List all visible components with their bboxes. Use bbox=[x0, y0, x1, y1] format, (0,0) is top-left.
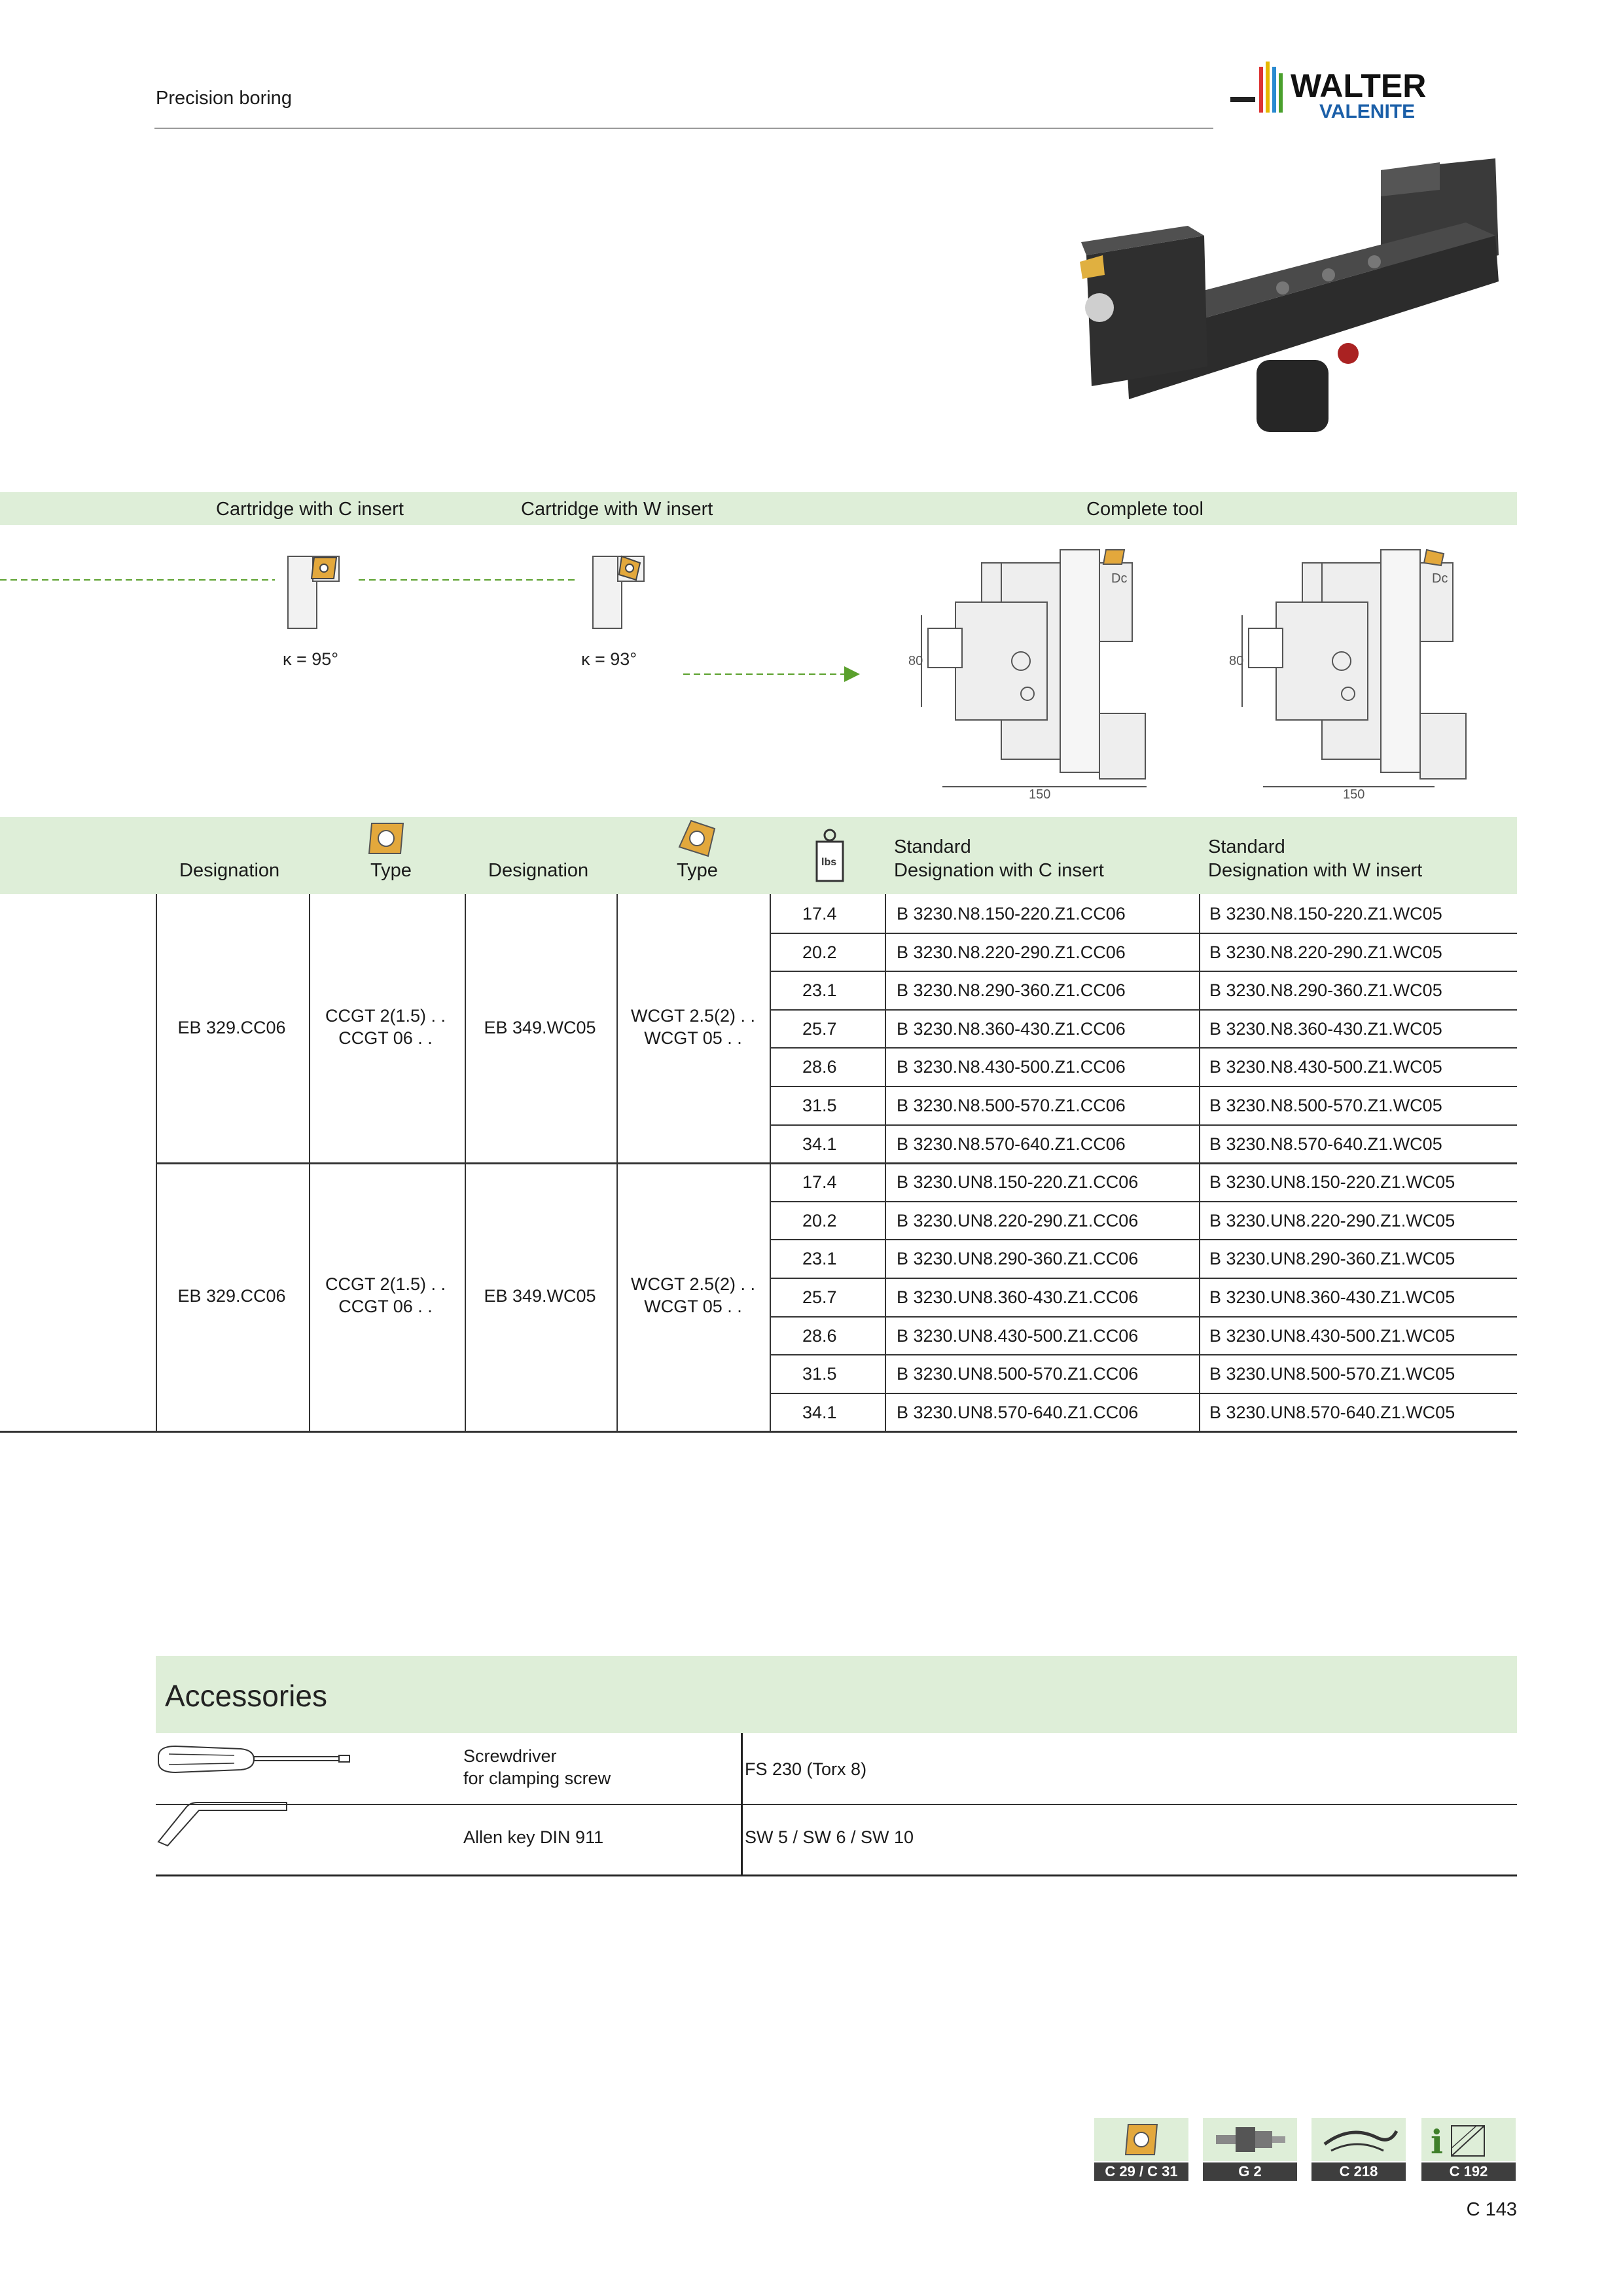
configuration-diagram bbox=[0, 537, 1517, 812]
nav-adapter-reference[interactable] bbox=[1203, 2118, 1297, 2179]
weight-value: 23.1 bbox=[802, 1249, 837, 1269]
designation-w-value: B 3230.UN8.360-430.Z1.WC05 bbox=[1209, 1287, 1455, 1307]
nav-technical-reference[interactable] bbox=[1311, 2118, 1406, 2179]
column-rule bbox=[770, 894, 771, 1431]
col-type-w: Type bbox=[677, 860, 718, 881]
accessory-1-value: FS 230 (Torx 8) bbox=[745, 1759, 867, 1779]
cartridge-w-designation: EB 349.WC05 bbox=[484, 1018, 596, 1038]
designation-c-value: B 3230.UN8.500-570.Z1.CC06 bbox=[897, 1364, 1139, 1384]
column-rule bbox=[616, 894, 618, 1431]
weight-unit-label: lbs bbox=[821, 857, 837, 868]
weight-value: 28.6 bbox=[802, 1325, 837, 1346]
designation-w-value: B 3230.N8.500-570.Z1.WC05 bbox=[1209, 1096, 1442, 1115]
weight-value: 31.5 bbox=[802, 1364, 837, 1384]
col-type-c: Type bbox=[370, 860, 412, 881]
tool-photo bbox=[1073, 151, 1518, 458]
designation-w-value: B 3230.N8.220-290.Z1.WC05 bbox=[1209, 942, 1442, 962]
row-rule bbox=[770, 1316, 1517, 1318]
row-rule bbox=[770, 1354, 1517, 1355]
col-std-c-line2: Designation with C insert bbox=[894, 860, 1104, 881]
weight-value: 25.7 bbox=[802, 1018, 837, 1039]
column-rule bbox=[885, 894, 886, 1431]
adapter-icon bbox=[1203, 2118, 1297, 2161]
designation-c-value: B 3230.N8.150-220.Z1.CC06 bbox=[897, 904, 1126, 924]
nav-label: C 218 bbox=[1311, 2162, 1406, 2181]
designation-c-value: B 3230.UN8.220-290.Z1.CC06 bbox=[897, 1210, 1139, 1230]
row-rule bbox=[770, 1124, 1517, 1126]
weight-value: 20.2 bbox=[802, 1210, 837, 1230]
nav-insert-reference[interactable] bbox=[1094, 2118, 1188, 2179]
col-designation-c: Designation bbox=[179, 860, 280, 881]
weight-value: 28.6 bbox=[802, 1057, 837, 1077]
weight-value: 31.5 bbox=[802, 1096, 837, 1115]
row-rule bbox=[770, 1009, 1517, 1011]
insert-w-icon bbox=[677, 819, 717, 859]
designation-c-value: B 3230.UN8.290-360.Z1.CC06 bbox=[897, 1249, 1139, 1269]
designation-c-value: B 3230.N8.430-500.Z1.CC06 bbox=[897, 1057, 1126, 1077]
designation-c-value: B 3230.N8.220-290.Z1.CC06 bbox=[897, 942, 1126, 962]
weight-icon bbox=[815, 827, 844, 882]
info-chart-icon bbox=[1421, 2118, 1516, 2161]
row-rule bbox=[770, 1086, 1517, 1087]
header-divider bbox=[154, 128, 1213, 129]
accessory-icons bbox=[156, 1737, 365, 1848]
weight-value: 23.1 bbox=[802, 980, 837, 1001]
designation-c-value: B 3230.N8.360-430.Z1.CC06 bbox=[897, 1018, 1126, 1039]
insert-c-type-line2: CCGT 06 . . bbox=[338, 1028, 433, 1049]
group-rule bbox=[156, 1162, 1517, 1164]
insert-w-type-line2: WCGT 05 . . bbox=[644, 1297, 742, 1317]
nav-info-reference[interactable] bbox=[1421, 2118, 1516, 2179]
row-rule bbox=[770, 1278, 1517, 1279]
cartridge-header-band bbox=[0, 492, 1517, 525]
insert-w-type-line1: WCGT 2.5(2) . . bbox=[630, 1006, 756, 1026]
weight-value: 17.4 bbox=[802, 1172, 837, 1193]
designation-c-value: B 3230.UN8.570-640.Z1.CC06 bbox=[897, 1402, 1139, 1422]
designation-c-value: B 3230.UN8.150-220.Z1.CC06 bbox=[897, 1172, 1139, 1193]
insert-c-icon bbox=[368, 821, 407, 857]
cartridge-w-heading: Cartridge with W insert bbox=[521, 499, 713, 520]
kappa-c-label: κ = 95° bbox=[283, 649, 339, 669]
designation-w-value: B 3230.N8.360-430.Z1.WC05 bbox=[1209, 1018, 1442, 1039]
section-title: Precision boring bbox=[156, 88, 292, 109]
accessory-1-name-line2: for clamping screw bbox=[463, 1768, 611, 1788]
insert-w-type-line2: WCGT 05 . . bbox=[644, 1028, 742, 1049]
accessory-2-value: SW 5 / SW 6 / SW 10 bbox=[745, 1827, 914, 1847]
accessory-bottom-rule bbox=[156, 1874, 1517, 1876]
accessory-col-divider bbox=[741, 1733, 743, 1876]
designation-w-value: B 3230.UN8.430-500.Z1.WC05 bbox=[1209, 1325, 1455, 1346]
designation-w-value: B 3230.N8.150-220.Z1.WC05 bbox=[1209, 904, 1442, 924]
designation-c-value: B 3230.N8.500-570.Z1.CC06 bbox=[897, 1096, 1126, 1115]
tool-c-dc-label: Dc bbox=[1111, 571, 1128, 586]
row-rule bbox=[770, 933, 1517, 934]
cartridge-w-drawing bbox=[593, 556, 644, 628]
weight-value: 34.1 bbox=[802, 1402, 837, 1422]
weight-value: 20.2 bbox=[802, 942, 837, 962]
column-rule bbox=[156, 894, 157, 1431]
designation-w-value: B 3230.UN8.150-220.Z1.WC05 bbox=[1209, 1172, 1455, 1193]
insert-w-type-line1: WCGT 2.5(2) . . bbox=[630, 1274, 756, 1295]
cartridge-c-heading: Cartridge with C insert bbox=[216, 499, 404, 520]
logo-text-valenite: VALENITE bbox=[1319, 101, 1416, 122]
column-rule bbox=[1199, 894, 1200, 1431]
page-number: C 143 bbox=[1466, 2199, 1517, 2220]
cartridge-c-drawing bbox=[288, 556, 339, 628]
tool-c-height-label: 80 bbox=[908, 654, 923, 668]
insert-c-type-line1: CCGT 2(1.5) . . bbox=[325, 1006, 446, 1026]
group-rule bbox=[0, 1431, 1517, 1433]
svg-text:i: i bbox=[1431, 2123, 1443, 2161]
cartridge-c-designation: EB 329.CC06 bbox=[177, 1286, 286, 1306]
tool-w-height-label: 80 bbox=[1229, 654, 1244, 668]
kappa-w-label: κ = 93° bbox=[581, 649, 637, 669]
column-rule bbox=[465, 894, 466, 1431]
designation-w-value: B 3230.N8.290-360.Z1.WC05 bbox=[1209, 980, 1442, 1001]
technical-info-icon bbox=[1311, 2118, 1406, 2161]
designation-w-value: B 3230.N8.430-500.Z1.WC05 bbox=[1209, 1057, 1442, 1077]
insert-c-type-line2: CCGT 06 . . bbox=[338, 1297, 433, 1317]
designation-w-value: B 3230.UN8.570-640.Z1.WC05 bbox=[1209, 1402, 1455, 1422]
nav-label: C 29 / C 31 bbox=[1094, 2162, 1188, 2181]
product-table bbox=[0, 894, 1517, 1432]
nav-label: C 192 bbox=[1421, 2162, 1516, 2181]
col-designation-w: Designation bbox=[488, 860, 589, 881]
tool-w-width-label: 150 bbox=[1343, 787, 1365, 802]
cartridge-w-designation: EB 349.WC05 bbox=[484, 1286, 596, 1306]
accessories-header bbox=[156, 1656, 1517, 1733]
col-std-c-line1: Standard bbox=[894, 836, 971, 857]
designation-w-value: B 3230.N8.570-640.Z1.WC05 bbox=[1209, 1134, 1442, 1154]
col-std-w-line2: Designation with W insert bbox=[1208, 860, 1423, 881]
designation-c-value: B 3230.N8.570-640.Z1.CC06 bbox=[897, 1134, 1126, 1154]
tool-c-width-label: 150 bbox=[1029, 787, 1051, 802]
table-header-band bbox=[0, 817, 1517, 894]
col-std-w-line1: Standard bbox=[1208, 836, 1285, 857]
designation-c-value: B 3230.N8.290-360.Z1.CC06 bbox=[897, 980, 1126, 1001]
allen-key-icon bbox=[158, 1803, 287, 1846]
designation-c-value: B 3230.UN8.360-430.Z1.CC06 bbox=[897, 1287, 1139, 1307]
logo-text-walter: WALTER bbox=[1291, 67, 1427, 104]
row-rule bbox=[770, 971, 1517, 972]
accessory-2-name: Allen key DIN 911 bbox=[463, 1827, 604, 1847]
row-rule bbox=[770, 1393, 1517, 1394]
designation-c-value: B 3230.UN8.430-500.Z1.CC06 bbox=[897, 1325, 1139, 1346]
accessory-1-name-line1: Screwdriver bbox=[463, 1746, 557, 1766]
nav-label: G 2 bbox=[1203, 2162, 1297, 2181]
weight-value: 34.1 bbox=[802, 1134, 837, 1154]
brand-logo bbox=[1230, 58, 1505, 130]
insert-c-type-line1: CCGT 2(1.5) . . bbox=[325, 1274, 446, 1295]
screwdriver-icon bbox=[158, 1746, 349, 1772]
accessories-table bbox=[156, 1733, 1517, 1877]
tool-w-dc-label: Dc bbox=[1432, 571, 1448, 586]
row-rule bbox=[770, 1239, 1517, 1240]
designation-w-value: B 3230.UN8.220-290.Z1.WC05 bbox=[1209, 1210, 1455, 1230]
insert-icon bbox=[1094, 2118, 1188, 2161]
row-rule bbox=[770, 1201, 1517, 1202]
designation-w-value: B 3230.UN8.500-570.Z1.WC05 bbox=[1209, 1364, 1455, 1384]
designation-w-value: B 3230.UN8.290-360.Z1.WC05 bbox=[1209, 1249, 1455, 1269]
weight-value: 17.4 bbox=[802, 904, 837, 924]
row-rule bbox=[770, 1047, 1517, 1049]
logo-graphic bbox=[1230, 58, 1505, 130]
column-rule bbox=[309, 894, 310, 1431]
complete-tool-heading: Complete tool bbox=[1086, 499, 1204, 520]
weight-value: 25.7 bbox=[802, 1287, 837, 1307]
accessory-row-divider bbox=[156, 1804, 1517, 1805]
cartridge-c-designation: EB 329.CC06 bbox=[177, 1018, 286, 1038]
accessories-title: Accessories bbox=[165, 1679, 327, 1713]
